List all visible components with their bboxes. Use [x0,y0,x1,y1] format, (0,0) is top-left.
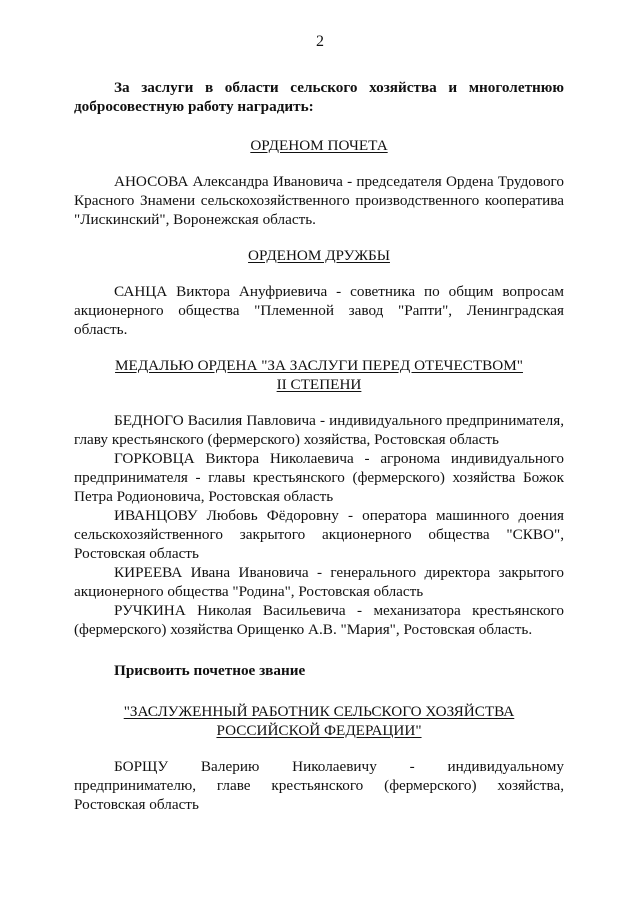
award-entry: АНОСОВА Александра Ивановича - председателя Ордена Трудового Красного Знамени сельскохозяйственного производственного кооператива "Лискинский", Воронежская область. [74,173,564,228]
decree-text: За заслуги в области сельского хозяйства и многолетнюю добросовестную работу наградить: [74,79,564,115]
award-entry: ИВАНЦОВУ Любовь Фёдоровну - оператора машинного доения сельскохозяйственного закрытого акционерного общества "СКВО", Ростовская область [74,507,564,562]
honorary-heading: "ЗАСЛУЖЕННЫЙ РАБОТНИК СЕЛЬСКОГО ХОЗЯЙСТВА [123,703,515,720]
section-heading: ОРДЕНОМ ДРУЖБЫ [248,247,390,264]
award-entry: ГОРКОВЦА Виктора Николаевича - агронома индивидуального предпринимателя - главы крестьянского (фермерского) хозяйства Божок Петра Родионовича, Ростовская область [74,450,564,505]
document-body [74,78,564,814]
award-section-medal [74,356,564,639]
award-entry: БОРЩУ Валерию Николаевичу - индивидуальному предпринимателю, главе крестьянского (фермерского) хозяйства, Ростовская область [74,758,564,813]
award-entry: БЕДНОГО Василия Павловича - индивидуального предпринимателя, главу крестьянского (фермерского) хозяйства, Ростовская область [74,412,564,448]
award-entry: САНЦА Виктора Ануфриевича - советника по общим вопросам акционерного общества "Племенной завод "Рапти", Ленинградская область. [74,283,564,338]
award-entry: РУЧКИНА Николая Васильевича - механизатора крестьянского (фермерского) хозяйства Орищенко А.В. "Мария", Ростовская область. [74,602,564,638]
award-section-order-of-honor [74,136,564,229]
award-entry: КИРЕЕВА Ивана Ивановича - генерального директора закрытого акционерного общества "Родина", Ростовская область [74,564,564,600]
honorary-title-section [74,661,564,814]
section-heading: МЕДАЛЬЮ ОРДЕНА "ЗА ЗАСЛУГИ ПЕРЕД ОТЕЧЕСТВОМ" [115,357,523,374]
section-heading: ОРДЕНОМ ПОЧЕТА [250,137,388,154]
page-number: 2 [316,33,324,50]
section-heading-line2: II СТЕПЕНИ [276,376,362,393]
honorary-label: Присвоить почетное звание [114,662,306,679]
honorary-heading-line2: РОССИЙСКОЙ ФЕДЕРАЦИИ" [216,722,422,739]
award-section-order-of-friendship [74,246,564,339]
